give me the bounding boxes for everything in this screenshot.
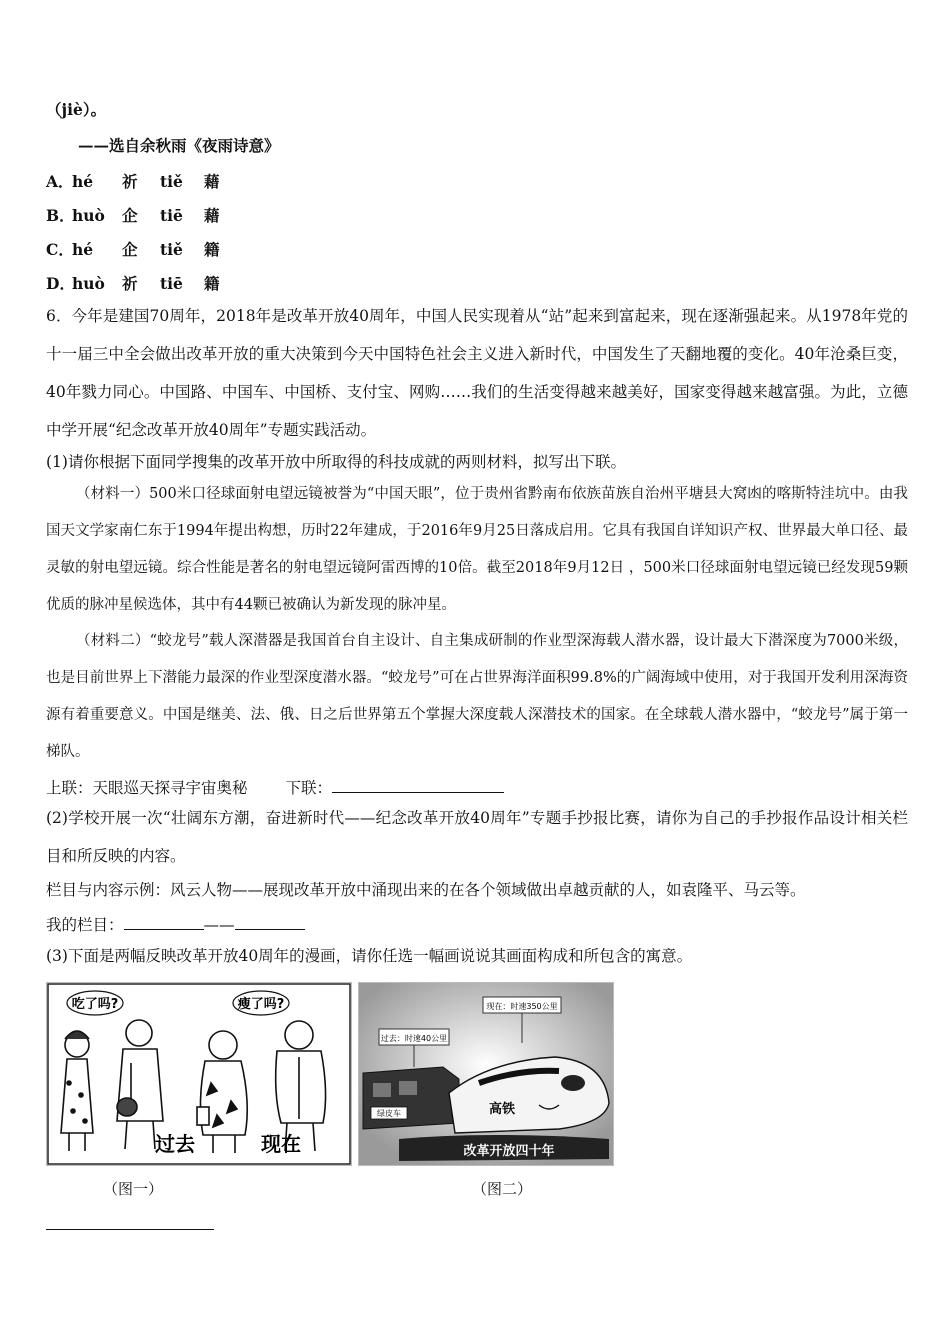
label-now: 现在 xyxy=(261,1132,301,1156)
option-char-2: 藉 xyxy=(204,206,220,225)
option-char-1: 企 xyxy=(122,206,138,225)
option-a[interactable] xyxy=(46,170,220,192)
cartoon-trains xyxy=(359,983,613,1165)
q6-sub2: (2)学校开展一次“壮阔东方潮，奋进新时代——纪念改革开放40周年”专题手抄报比赛，请你为自己的手抄报作品设计相关栏目和所反映的内容。 xyxy=(46,809,908,865)
column-name-blank[interactable] xyxy=(124,913,204,930)
couplet-upper: 上联：天眼巡天探寻宇宙奥秘 xyxy=(46,779,248,797)
option-char-2: 籍 xyxy=(204,240,220,259)
material-two: （材料二）“蛟龙号”载人深潜器是我国首台自主设计、自主集成研制的作业型深海载人潜水器，设计最大下潜深度为7000米级，也是目前世界上下潜能力最深的作业型深度潜水器。“蛟龙号”可在占世界海洋面积99.8%的广阔海域中使用，对于我国开发利用深海资源有着重要意义。中国是继美、法、俄、日之后世界第五个掌握大深度载人深潜技术的国家。在全球载人潜水器中，“蛟龙号”属于第一梯队。 xyxy=(46,633,908,760)
past-woman-figure xyxy=(61,1031,93,1151)
bubble-text-right: 瘦了吗? xyxy=(237,997,285,1012)
option-pinyin-1: huò xyxy=(72,274,105,293)
svg-text:高铁: 高铁 xyxy=(489,1102,516,1117)
option-letter: C． xyxy=(46,240,74,259)
banner xyxy=(399,1135,609,1161)
option-letter: A． xyxy=(46,172,74,191)
option-char-2: 籍 xyxy=(204,274,220,293)
my-column-label: 我的栏目： xyxy=(46,916,124,934)
option-letter: D． xyxy=(46,274,75,293)
option-pinyin-2: tiě xyxy=(160,240,183,259)
caption-figure-two: （图二） xyxy=(472,1180,533,1198)
couplet-row xyxy=(46,776,504,798)
couplet-lower-label: 下联： xyxy=(285,779,333,797)
cartoon-past-present xyxy=(47,983,351,1165)
option-pinyin-1: huò xyxy=(72,206,105,225)
figure-two xyxy=(358,982,614,1166)
bubble-text-left: 吃了吗? xyxy=(71,997,119,1012)
option-pinyin-2: tiē xyxy=(160,274,183,293)
option-pinyin-1: hé xyxy=(72,172,94,191)
option-pinyin-1: hé xyxy=(72,240,94,259)
material-one: （材料一）500米口径球面射电望远镜被誉为“中国天眼”，位于贵州省黔南布依族苗族自治州平塘县大窝凼的喀斯特洼坑中。由我国天文学家南仁东于1994年提出构想，历时22年建成，于2016年9月25日落成启用。它具有我国自详知识产权、世界最大单口径、最灵敏的射电望远镜。综合性能是著名的射电望远镜阿雷西博的10倍。截至2018年9月12日 ，500米口径球面射电望远镜已经发现59颗优质的脉冲星候选体，其中有44颗已被确认为新发现的脉冲星。 xyxy=(46,486,908,613)
speech-bubble-right xyxy=(233,991,289,1015)
option-char-2: 藉 xyxy=(204,172,220,191)
q6-intro: 6．今年是建国70周年，2018年是改革开放40周年，中国人民实现着从“站”起来到富起来，现在逐渐强起来。从1978年党的十一届三中全会做出改革开放的重大决策到今天中国特色社会主义进入新时代，中国发生了天翻地覆的变化。40年沧桑巨变，40年戮力同心。中国路、中国车、中国桥、支付宝、网购……我们的生活变得越来越美好，国家变得越来越富强。为此，立德中学开展“纪念改革开放40周年”专题实践活动。 xyxy=(46,307,908,439)
option-char-1: 祈 xyxy=(122,274,138,293)
svg-text:改革开放四十年: 改革开放四十年 xyxy=(463,1144,555,1159)
option-c[interactable] xyxy=(46,238,220,260)
label-past: 过去 xyxy=(155,1132,195,1156)
option-d[interactable] xyxy=(46,272,220,294)
option-letter: B． xyxy=(46,206,75,225)
option-char-1: 祈 xyxy=(122,172,138,191)
caption-figure-one: （图一） xyxy=(103,1180,164,1198)
option-pinyin-2: tiē xyxy=(160,206,183,225)
column-example: 栏目与内容示例：风云人物——展现改革开放中涌现出来的在各个领域做出卓越贡献的人，如袁隆平、马云等。 xyxy=(46,881,806,899)
q6-sub1: (1)请你根据下面同学搜集的改革开放中所取得的科技成就的两则材料，拟写出下联。 xyxy=(46,453,626,471)
svg-text:现在：时速350公里: 现在：时速350公里 xyxy=(486,1002,558,1011)
column-dash: —— xyxy=(203,916,235,934)
svg-text:过去：时速40公里: 过去：时速40公里 xyxy=(380,1034,448,1043)
svg-text:绿皮车: 绿皮车 xyxy=(377,1109,401,1118)
footnote-separator xyxy=(46,1229,214,1230)
option-char-1: 企 xyxy=(122,240,138,259)
speech-bubble-left xyxy=(67,991,123,1015)
q5-source: ——选自余秋雨《夜雨诗意》 xyxy=(78,136,280,155)
column-content-blank[interactable] xyxy=(235,913,305,930)
option-pinyin-2: tiě xyxy=(160,172,183,191)
figure-one xyxy=(46,982,352,1166)
option-b[interactable] xyxy=(46,204,220,226)
my-column-row xyxy=(46,913,305,935)
q5-tail: （jiè）。 xyxy=(46,100,107,119)
q6-sub3: (3)下面是两幅反映改革开放40周年的漫画，请你任选一幅画说说其画面构成和所包含的寓意。 xyxy=(46,947,693,965)
old-train xyxy=(363,1067,459,1129)
couplet-lower-blank[interactable] xyxy=(332,776,504,793)
